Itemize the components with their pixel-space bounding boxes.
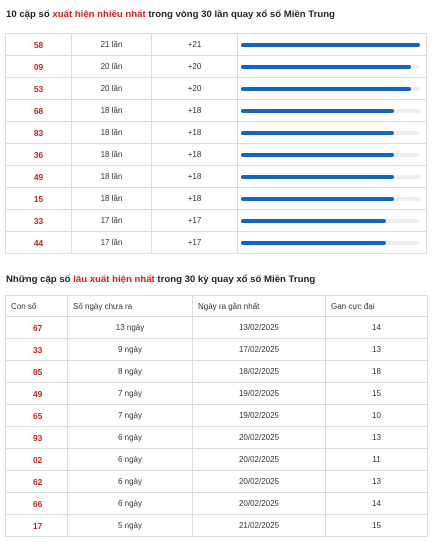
max-gan: 13 [326, 471, 428, 493]
last-date: 20/02/2025 [193, 471, 326, 493]
frequency-bar-cell [238, 122, 427, 144]
lottery-number: 17 [6, 515, 68, 537]
max-gan: 14 [326, 493, 428, 515]
lottery-number: 49 [6, 166, 72, 188]
days-missing: 6 ngày [68, 449, 193, 471]
days-missing: 13 ngày [68, 317, 193, 339]
max-gan: 14 [326, 317, 428, 339]
max-gan: 15 [326, 383, 428, 405]
occurrence-count: 17 lần [72, 210, 152, 232]
frequency-bar-track [241, 197, 420, 201]
table-row [6, 427, 428, 449]
occurrence-delta: +18 [152, 100, 238, 122]
lottery-number: 44 [6, 232, 72, 254]
days-missing: 5 ngày [68, 515, 193, 537]
frequency-bar-fill [241, 197, 394, 201]
lottery-number: 49 [6, 383, 68, 405]
lottery-number: 33 [6, 339, 68, 361]
lottery-number: 93 [6, 427, 68, 449]
frequent-numbers-title [6, 9, 335, 20]
days-missing: 6 ngày [68, 427, 193, 449]
header-days-missing: Số ngày chưa ra [68, 296, 193, 317]
occurrence-delta: +18 [152, 144, 238, 166]
lottery-number: 58 [6, 34, 72, 56]
title-prefix: 10 cặp số [6, 9, 53, 20]
lottery-number: 36 [6, 144, 72, 166]
table-row [6, 166, 427, 188]
lottery-number: 15 [6, 188, 72, 210]
frequency-bar-track [241, 241, 420, 245]
max-gan: 15 [326, 515, 428, 537]
frequency-bar-fill [241, 43, 420, 47]
frequency-bar-cell [238, 210, 427, 232]
max-gan: 10 [326, 405, 428, 427]
days-missing: 7 ngày [68, 383, 193, 405]
occurrence-count: 18 lần [72, 144, 152, 166]
occurrence-count: 17 lần [72, 232, 152, 254]
occurrence-delta: +17 [152, 210, 238, 232]
occurrence-delta: +17 [152, 232, 238, 254]
table-row [6, 405, 428, 427]
last-date: 20/02/2025 [193, 427, 326, 449]
frequency-bar-cell [238, 78, 427, 100]
max-gan: 13 [326, 427, 428, 449]
lottery-number: 62 [6, 471, 68, 493]
header-number: Con số [6, 296, 68, 317]
table-row [6, 100, 427, 122]
frequency-bar-track [241, 153, 420, 157]
frequency-bar-fill [241, 109, 394, 113]
days-missing: 8 ngày [68, 361, 193, 383]
lottery-number: 33 [6, 210, 72, 232]
days-missing: 6 ngày [68, 471, 193, 493]
occurrence-count: 18 lần [72, 188, 152, 210]
frequent-numbers-table [5, 33, 427, 254]
table-row [6, 34, 427, 56]
days-missing: 9 ngày [68, 339, 193, 361]
frequency-bar-fill [241, 175, 394, 179]
table-row [6, 144, 427, 166]
frequency-bar-cell [238, 100, 427, 122]
occurrence-count: 21 lần [72, 34, 152, 56]
last-date: 17/02/2025 [193, 339, 326, 361]
title-suffix: trong 30 kỳ quay xổ số Miền Trung [154, 274, 316, 285]
title-prefix: Những cặp số [6, 274, 74, 285]
frequency-bar-track [241, 219, 420, 223]
frequency-bar-track [241, 131, 420, 135]
lottery-number: 65 [6, 405, 68, 427]
last-date: 19/02/2025 [193, 405, 326, 427]
frequency-bar-track [241, 43, 420, 47]
occurrence-delta: +18 [152, 122, 238, 144]
max-gan: 11 [326, 449, 428, 471]
occurrence-count: 20 lần [72, 56, 152, 78]
lottery-number: 68 [6, 100, 72, 122]
occurrence-delta: +18 [152, 166, 238, 188]
frequency-bar-fill [241, 153, 394, 157]
occurrence-count: 18 lần [72, 100, 152, 122]
frequency-bar-fill [241, 87, 411, 91]
max-gan: 18 [326, 361, 428, 383]
title-highlight: xuất hiện nhiều nhất [52, 9, 146, 20]
days-missing: 6 ngày [68, 493, 193, 515]
title-highlight: lâu xuất hiện nhất [73, 274, 155, 285]
occurrence-count: 20 lần [72, 78, 152, 100]
table-row [6, 339, 428, 361]
frequency-bar-cell [238, 144, 427, 166]
last-date: 19/02/2025 [193, 383, 326, 405]
occurrence-delta: +21 [152, 34, 238, 56]
table-row [6, 56, 427, 78]
table-row [6, 493, 428, 515]
lottery-number: 02 [6, 449, 68, 471]
table-row [6, 449, 428, 471]
occurrence-count: 18 lần [72, 122, 152, 144]
frequency-bar-track [241, 175, 420, 179]
lottery-number: 85 [6, 361, 68, 383]
occurrence-delta: +20 [152, 78, 238, 100]
frequency-bar-cell [238, 166, 427, 188]
table-row [6, 78, 427, 100]
occurrence-delta: +20 [152, 56, 238, 78]
frequency-bar-fill [241, 241, 386, 245]
header-last-date: Ngày ra gần nhất [193, 296, 326, 317]
frequency-bar-fill [241, 219, 386, 223]
lottery-number: 53 [6, 78, 72, 100]
last-date: 20/02/2025 [193, 493, 326, 515]
table-row [6, 188, 427, 210]
frequency-bar-track [241, 109, 420, 113]
table-row [6, 232, 427, 254]
lottery-number: 67 [6, 317, 68, 339]
frequency-bar-cell [238, 34, 427, 56]
frequency-bar-fill [241, 65, 411, 69]
last-date: 18/02/2025 [193, 361, 326, 383]
gan-numbers-table [5, 295, 428, 537]
title-suffix: trong vòng 30 lần quay xổ số Miền Trung [145, 9, 335, 20]
lottery-number: 66 [6, 493, 68, 515]
table-row [6, 210, 427, 232]
table-row [6, 317, 428, 339]
last-date: 21/02/2025 [193, 515, 326, 537]
frequency-bar-track [241, 65, 420, 69]
occurrence-count: 18 lần [72, 166, 152, 188]
gan-numbers-title [6, 274, 315, 285]
lottery-number: 83 [6, 122, 72, 144]
occurrence-delta: +18 [152, 188, 238, 210]
table-row [6, 383, 428, 405]
frequency-bar-cell [238, 188, 427, 210]
table-row [6, 361, 428, 383]
frequency-bar-fill [241, 131, 394, 135]
table-row [6, 122, 427, 144]
last-date: 20/02/2025 [193, 449, 326, 471]
frequency-bar-cell [238, 56, 427, 78]
lottery-number: 09 [6, 56, 72, 78]
frequency-bar-track [241, 87, 420, 91]
table-row [6, 515, 428, 537]
table-header-row [6, 296, 428, 317]
last-date: 13/02/2025 [193, 317, 326, 339]
max-gan: 13 [326, 339, 428, 361]
frequency-bar-cell [238, 232, 427, 254]
days-missing: 7 ngày [68, 405, 193, 427]
table-row [6, 471, 428, 493]
header-max-gan: Gan cực đại [326, 296, 428, 317]
